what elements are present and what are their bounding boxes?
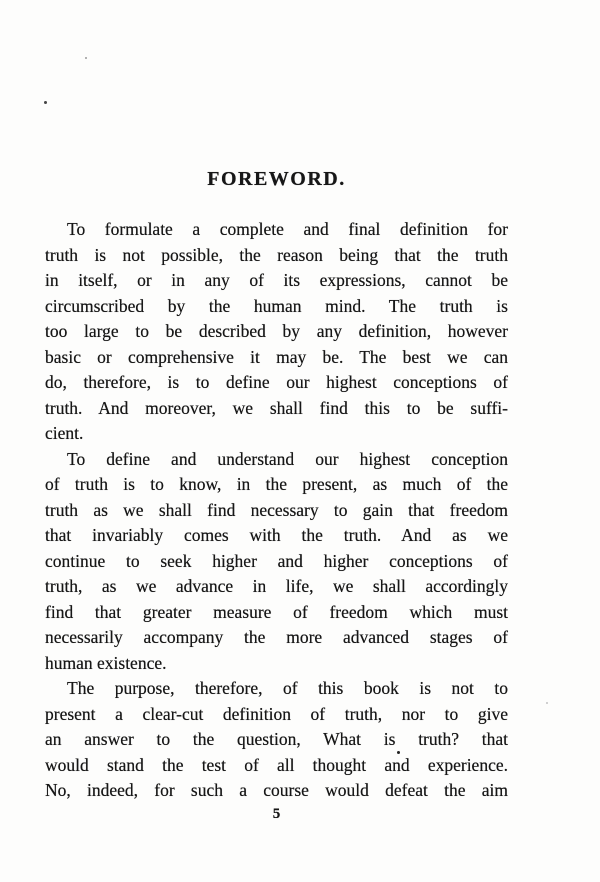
text-line: do, therefore, is to define our highest conceptions of: [45, 372, 508, 392]
paragraph-3: [45, 676, 508, 804]
text-line: The purpose, therefore, of this book is not to: [67, 678, 508, 698]
text-line: present a clear-cut definition of truth, nor to give: [45, 703, 508, 724]
text-line: would stand the test of all thought and experience.: [45, 754, 508, 775]
text-line: basic or comprehensive it may be. The best we can: [45, 346, 508, 367]
text-line: cient.: [45, 423, 84, 443]
text-line: truth as we shall find necessary to gain that freedom: [45, 499, 508, 520]
page-body: [45, 217, 508, 804]
paragraph-1: [45, 217, 508, 447]
text-line: truth, as we advance in life, we shall accordingly: [45, 576, 508, 596]
scan-speck: [85, 57, 87, 59]
text-line: in itself, or in any of its expressions, cannot be: [45, 270, 508, 290]
text-line: circumscribed by the human mind. The truth is: [45, 295, 508, 316]
text-line: find that greater measure of freedom which must: [45, 601, 508, 622]
text-line: an answer to the question, What is truth? that: [45, 729, 508, 749]
page-number: 5: [272, 806, 281, 822]
text-line: that invariably comes with the truth. And as we: [45, 525, 508, 545]
text-line: human existence.: [45, 652, 167, 673]
text-line: continue to seek higher and higher conceptions of: [45, 550, 508, 571]
page-heading: FOREWORD.: [207, 168, 346, 190]
text-line: truth is not possible, the reason being that the truth: [45, 244, 508, 265]
text-line: To define and understand our highest conception: [67, 448, 508, 469]
text-line: No, indeed, for such a course would defeat the aim: [45, 780, 508, 800]
text-line: too large to be described by any definition, however: [45, 321, 508, 341]
paragraph-2: [45, 447, 508, 677]
scan-speck: [44, 101, 47, 104]
text-line: necessarily accompany the more advanced stages of: [45, 627, 508, 647]
text-line: truth. And moreover, we shall find this to be suffi-: [45, 397, 508, 418]
text-line: of truth is to know, in the present, as much of the: [45, 474, 508, 494]
text-line: To formulate a complete and final definition for: [67, 219, 508, 239]
scan-speck: [546, 702, 548, 704]
